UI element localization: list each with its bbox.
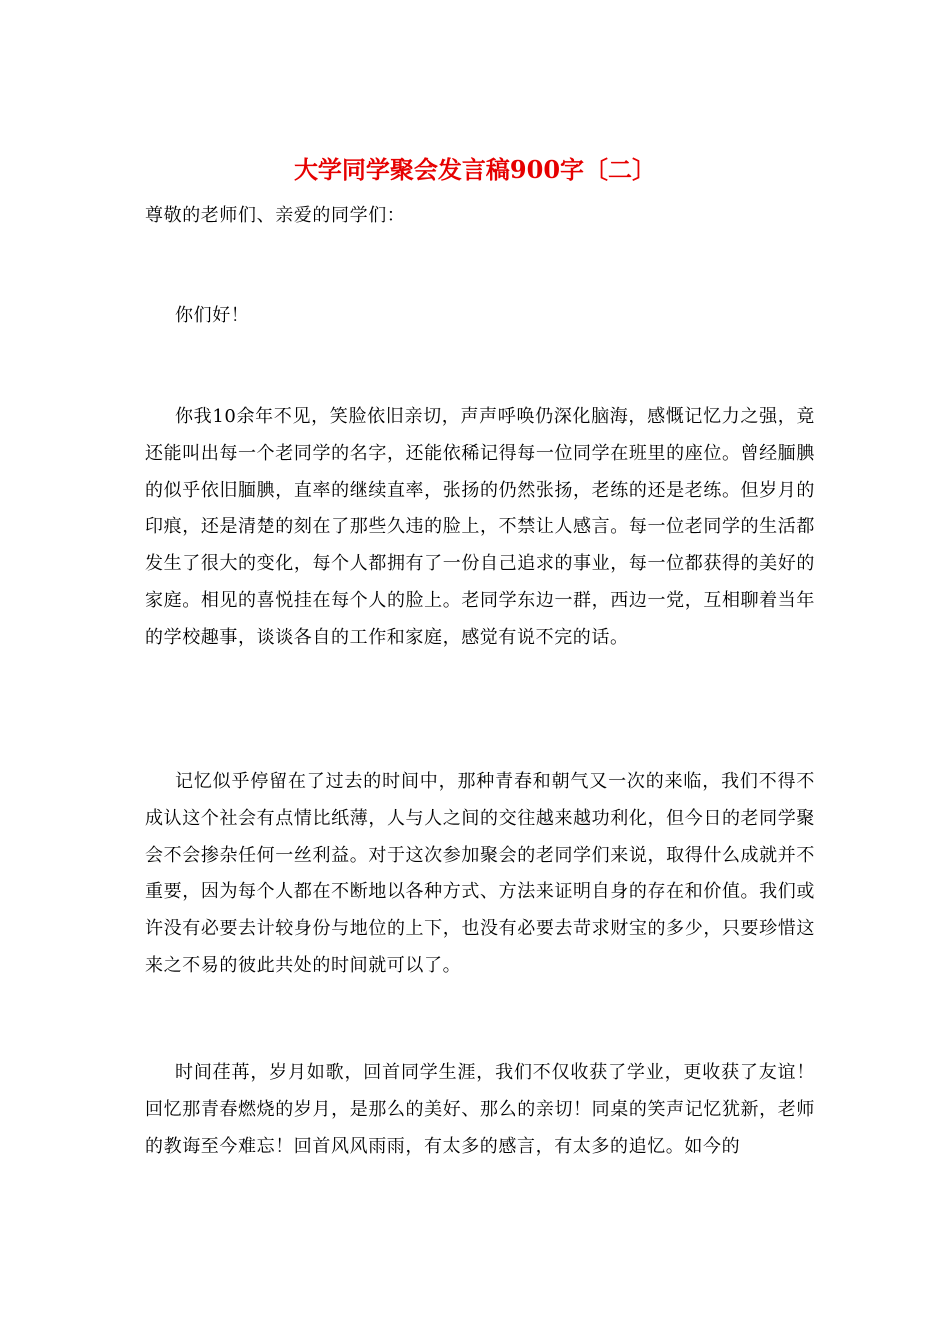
paragraph: 时间荏苒，岁月如歌，回首同学生涯，我们不仅收获了学业，更收获了友谊！回忆那青春燃烧的岁月，是那么的美好、那么的亲切！同桌的笑声记忆犹新，老师的教诲至今难忘！回首风风雨雨，有太多的感言，有太多的追忆。如今的 xyxy=(145,1062,815,1157)
document-title: 大学同学聚会发言稿900字〔二〕 xyxy=(293,155,657,184)
paragraph: 记忆似乎停留在了过去的时间中，那种青春和朝气又一次的来临，我们不得不成认这个社会有点情比纸薄，人与人之间的交往越来越功利化，但今日的老同学聚会不会掺杂任何一丝利益。对于这次参加聚会的老同学们来说，取得什么成就并不重要，因为每个人都在不断地以各种方式、方法来证明自身的存在和价值。我们或许没有必要去计较身份与地位的上下，也没有必要去苛求财宝的多少，只要珍惜这来之不易的彼此共处的时间就可以了。 xyxy=(145,771,815,976)
paragraph: 你我10余年不见，笑脸依旧亲切，声声呼唤仍深化脑海，感慨记忆力之强，竟还能叫出每一个老同学的名字，还能依稀记得每一位同学在班里的座位。曾经腼腆的似乎依旧腼腆，直率的继续直率，张扬的仍然张扬，老练的还是老练。但岁月的印痕，还是清楚的刻在了那些久违的脸上，不禁让人感言。每一位老同学的生活都发生了很大的变化，每个人都拥有了一份自己追求的事业，每一位都获得的美好的家庭。相见的喜悦挂在每个人的脸上。老同学东边一群，西边一党，互相聊着当年的学校趣事，谈谈各自的工作和家庭，感觉有说不完的话。 xyxy=(145,406,815,648)
salutation: 尊敬的老师们、亲爱的同学们： xyxy=(145,205,406,226)
greeting: 你们好！ xyxy=(175,305,250,326)
